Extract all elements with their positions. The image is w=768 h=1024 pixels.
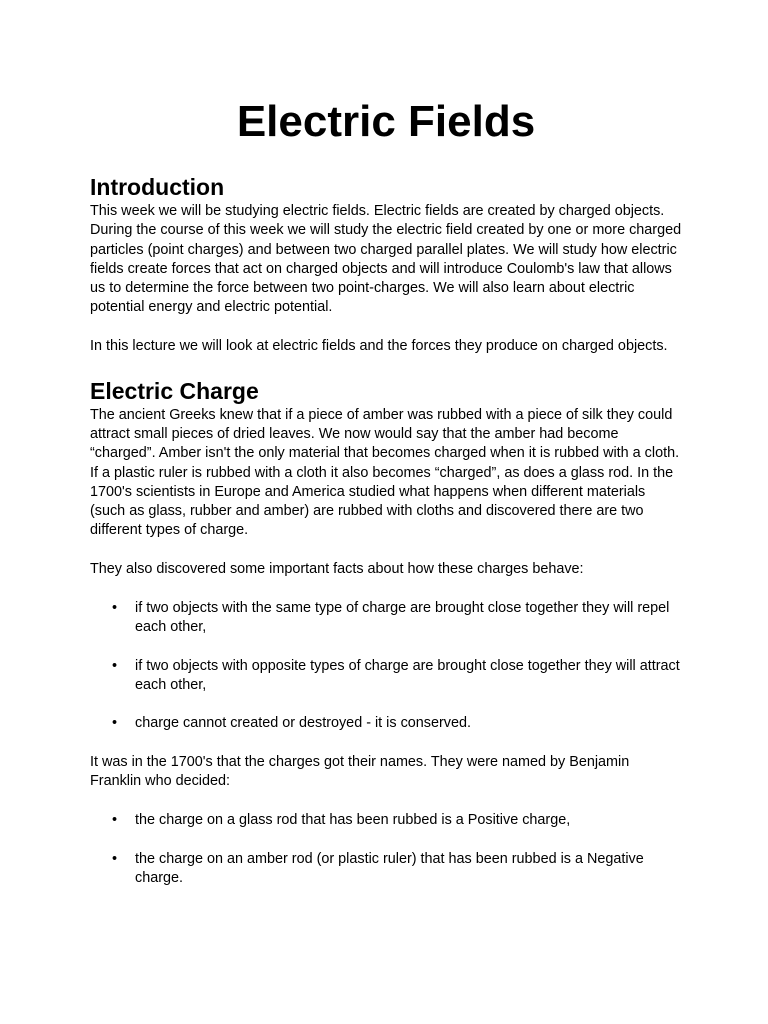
electric-charge-paragraph: It was in the 1700's that the charges got their names. They were named by Benjamin Franklin who decided: [90,754,630,790]
electric-charge-section [90,376,682,888]
introduction-paragraph: In this lecture we will look at electric fields and the forces they produce on charged objects. [90,338,668,355]
list-item-text: if two objects with opposite types of charge are brought close together they will attract each other, [135,657,680,693]
paragraph-spacer [90,318,682,337]
bullet-icon: • [112,850,118,867]
list-item-text: charge cannot created or destroyed - it is conserved. [135,715,471,732]
bullet-icon: • [112,599,118,616]
document-title: Electric Fields [236,97,536,146]
bullet-icon: • [112,811,118,828]
introduction-heading: Introduction [90,174,225,200]
paragraph-spacer [90,792,682,811]
paragraph-spacer [90,579,682,598]
introduction-section [90,172,682,356]
list-item-text: the charge on an amber rod (or plastic ruler) that has been rubbed is a Negative charge. [135,850,644,886]
list-item [90,657,682,696]
charge-names-list [90,811,682,888]
list-item [90,714,682,733]
list-item-text: if two objects with the same type of charge are brought close together they will repel each other, [135,599,670,635]
bullet-icon: • [112,715,118,732]
electric-charge-paragraph: The ancient Greeks knew that if a piece of amber was rubbed with a piece of silk they could attract small pieces of dried leaves. We now would say that the amber had become “charged”. Amber isn't the only material that becomes charged when it is rubbed with a cloth. If a plastic ruler is rubbed with a cloth it also becomes “charged”, as does a glass rod. In the 1700's scientists in Europe and America studied what happens when different materials (such as glass, rubber and amber) are rubbed with cloths and discovered there are two different types of charge. [90,406,680,539]
electric-charge-paragraph: They also discovered some important facts about how these charges behave: [90,561,584,578]
paragraph-spacer [90,541,682,560]
list-item [90,850,682,889]
section-spacer [90,356,682,375]
document-page [90,92,682,907]
introduction-paragraph: This week we will be studying electric fields. Electric fields are created by charged objects. During the course of this week we will study the electric field created by one or more charged particles (point charges) and between two charged parallel plates. We will study how electric fields create forces that act on charged objects and will introduce Coulomb's law that allows us to determine the force between two point-charges. We will also learn about electric potential energy and electric potential. [90,203,682,316]
list-item-text: the charge on a glass rod that has been rubbed is a Positive charge, [135,811,571,828]
list-item [90,811,682,830]
electric-charge-heading: Electric Charge [90,377,259,404]
charge-facts-list [90,599,682,734]
list-item [90,599,682,638]
bullet-icon: • [112,657,118,674]
